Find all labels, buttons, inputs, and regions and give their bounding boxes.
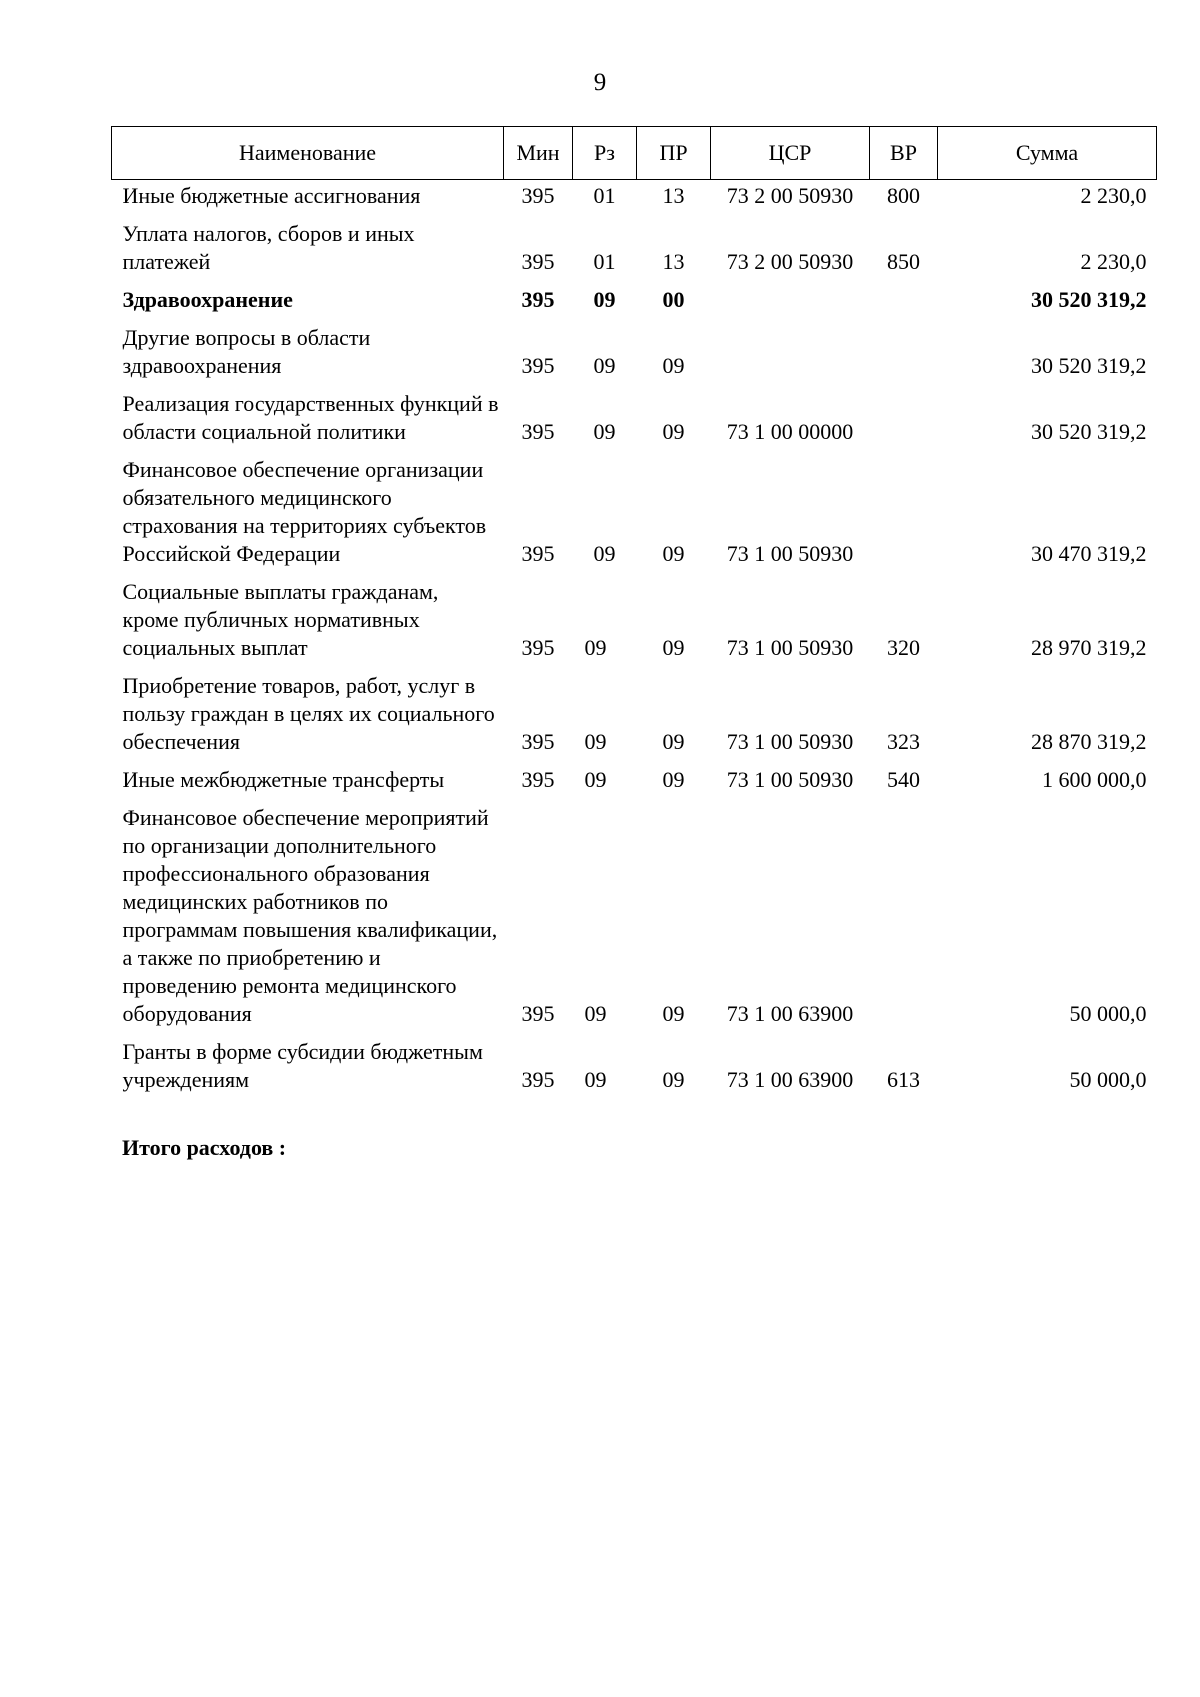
row-rz: 09 (593, 541, 616, 566)
row-name: Приобретение товаров, работ, услуг в пользу граждан в целях их социального обеспечения (122, 673, 495, 754)
row-min: 395 (521, 1067, 555, 1092)
row-vr: 540 (887, 767, 920, 792)
header-rz: Рз (573, 127, 637, 180)
header-csr: ЦСР (711, 127, 870, 180)
row-csr: 73 2 00 50930 (726, 249, 854, 274)
row-vr: 800 (887, 183, 920, 208)
row-pr: 09 (662, 635, 685, 660)
header-name: Наименование (112, 127, 504, 180)
row-csr: 73 1 00 50930 (726, 635, 854, 660)
row-sum: 30 520 319,2 (1031, 287, 1147, 312)
row-csr (711, 276, 870, 314)
row-csr: 73 1 00 50930 (726, 767, 854, 792)
row-rz: 09 (584, 729, 607, 754)
row-rz: 09 (593, 353, 616, 378)
table-row (112, 568, 1157, 662)
row-sum: 30 470 319,2 (1031, 541, 1147, 566)
row-rz: 09 (584, 767, 607, 792)
table-row (112, 314, 1157, 380)
total-expenses-label: Итого расходов : (122, 1135, 287, 1160)
header-pr: ПР (637, 127, 711, 180)
row-name: Финансовое обеспечение организации обязательного медицинского страхования на территориях субъектов Российской Федерации (122, 457, 487, 566)
table-row (112, 210, 1157, 276)
row-pr: 09 (662, 729, 685, 754)
row-min: 395 (521, 767, 555, 792)
row-rz: 09 (584, 1067, 607, 1092)
row-csr: 73 2 00 50930 (726, 183, 854, 208)
row-vr: 850 (887, 249, 920, 274)
row-sum: 30 520 319,2 (1031, 353, 1147, 378)
page-number: 9 (593, 69, 607, 96)
row-csr: 73 1 00 63900 (726, 1067, 854, 1092)
row-name: Уплата налогов, сборов и иных платежей (122, 221, 415, 274)
table-row (112, 794, 1157, 1028)
row-sum: 2 230,0 (1080, 183, 1147, 208)
row-rz: 09 (584, 635, 607, 660)
row-pr: 00 (662, 287, 685, 312)
row-min: 395 (521, 249, 555, 274)
row-rz: 09 (593, 287, 616, 312)
row-sum: 50 000,0 (1069, 1001, 1147, 1026)
row-name: Другие вопросы в области здравоохранения (122, 325, 371, 378)
row-vr (870, 276, 938, 314)
table-row (112, 180, 1157, 211)
header-min: Мин (504, 127, 573, 180)
row-min: 395 (521, 183, 555, 208)
row-min: 395 (521, 287, 555, 312)
row-pr: 09 (662, 353, 685, 378)
row-min: 395 (521, 635, 555, 660)
row-name: Социальные выплаты гражданам, кроме публичных нормативных социальных выплат (122, 579, 439, 660)
table-row (112, 662, 1157, 756)
row-min: 395 (521, 353, 555, 378)
row-rz: 09 (584, 1001, 607, 1026)
row-name: Иные бюджетные ассигнования (122, 183, 421, 208)
row-vr (870, 380, 938, 446)
row-csr: 73 1 00 63900 (726, 1001, 854, 1026)
row-vr: 323 (887, 729, 920, 754)
row-sum: 50 000,0 (1069, 1067, 1147, 1092)
row-sum: 1 600 000,0 (1042, 767, 1147, 792)
row-pr: 13 (662, 183, 685, 208)
row-pr: 09 (662, 1001, 685, 1026)
row-name: Здравоохранение (122, 287, 293, 312)
row-vr (870, 794, 938, 1028)
table-row (112, 756, 1157, 794)
row-min: 395 (521, 1001, 555, 1026)
table-header-row (112, 127, 1157, 180)
row-rz: 01 (593, 183, 616, 208)
row-name: Реализация государственных функций в области социальной политики (122, 391, 499, 444)
table-row (112, 276, 1157, 314)
row-sum: 30 520 319,2 (1031, 419, 1147, 444)
row-sum: 28 970 319,2 (1031, 635, 1147, 660)
row-pr: 09 (662, 767, 685, 792)
row-min: 395 (521, 419, 555, 444)
row-pr: 09 (662, 541, 685, 566)
row-name: Иные межбюджетные трансферты (122, 767, 445, 792)
row-vr (870, 314, 938, 380)
row-min: 395 (521, 729, 555, 754)
header-vr: ВР (870, 127, 938, 180)
row-pr: 09 (662, 1067, 685, 1092)
row-vr: 613 (887, 1067, 920, 1092)
row-vr (870, 446, 938, 568)
row-name: Финансовое обеспечение мероприятий по организации дополнительного профессионального образования медицинских работников по программам повышения квалификации, а также по приобретению и проведению ремонта медицинского оборудования (122, 805, 498, 1026)
row-name: Гранты в форме субсидии бюджетным учреждениям (122, 1039, 483, 1092)
budget-table (111, 126, 1157, 1094)
row-min: 395 (521, 541, 555, 566)
row-csr (711, 314, 870, 380)
table-row (112, 380, 1157, 446)
row-pr: 13 (662, 249, 685, 274)
table-row (112, 1028, 1157, 1094)
table-row (112, 446, 1157, 568)
header-sum: Сумма (938, 127, 1157, 180)
row-sum: 28 870 319,2 (1031, 729, 1147, 754)
row-csr: 73 1 00 50930 (726, 541, 854, 566)
row-pr: 09 (662, 419, 685, 444)
row-rz: 01 (593, 249, 616, 274)
row-csr: 73 1 00 00000 (726, 419, 854, 444)
row-vr: 320 (887, 635, 920, 660)
row-rz: 09 (593, 419, 616, 444)
row-csr: 73 1 00 50930 (726, 729, 854, 754)
row-sum: 2 230,0 (1080, 249, 1147, 274)
